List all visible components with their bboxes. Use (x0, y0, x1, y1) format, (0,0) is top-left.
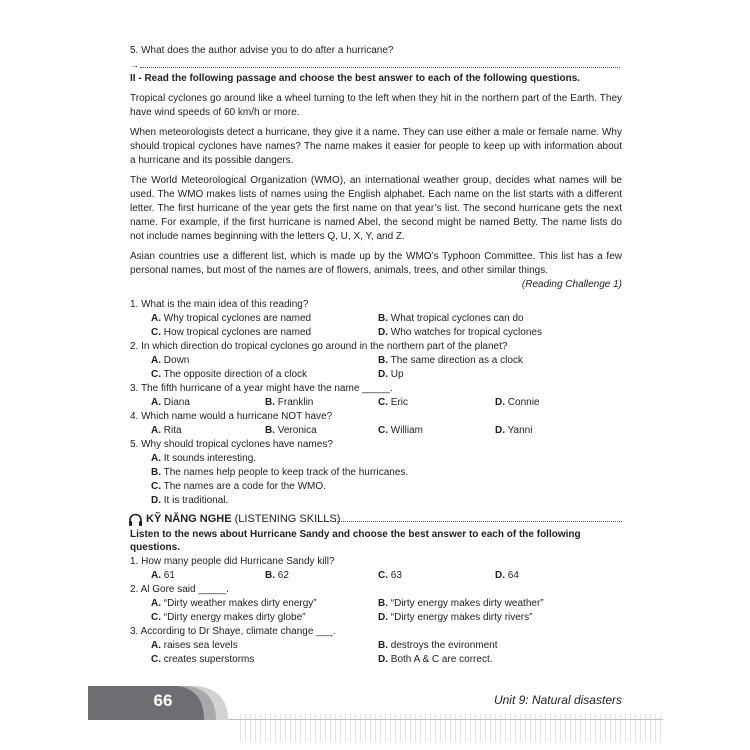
listening-q2-option-b[interactable]: B. “Dirty energy makes dirty weather” (378, 598, 544, 609)
reading-question-3: 3. The fifth hurricane of a year might have the name _____. (130, 383, 393, 394)
reading-q1-option-d[interactable]: D. Who watches for tropical cyclones (378, 327, 542, 338)
reading-q3-option-c[interactable]: C. Eric (378, 397, 409, 408)
passage-paragraph-4: Asian countries use a different list, which is made up by the WMO’s Typhoon Committee. This list has a few personal names, but most of the names are of flowers, animals, trees, and other similar things. (130, 251, 622, 276)
reading-q4-option-b[interactable]: B. Veronica (265, 425, 317, 436)
listening-q1-option-a[interactable]: A. 61 (151, 570, 175, 581)
reading-q3-option-b[interactable]: B. Franklin (265, 397, 314, 408)
reading-q2-option-d[interactable]: D. Up (378, 369, 404, 380)
listening-instruction-line-2: questions. (130, 542, 181, 553)
reading-q1-option-a[interactable]: A. Why tropical cyclones are named (151, 313, 312, 324)
headphones-icon (128, 513, 143, 527)
passage-paragraph-2: When meteorologists detect a hurricane, they give it a name. They can use either a male or female name. Why should tropical cyclones have names? The name makes it easier for people to keep up with information about a hurricane and its possible dangers. (130, 127, 622, 166)
unit-title: Unit 9: Natural disasters (493, 693, 622, 707)
reading-question-2: 2. In which direction do tropical cyclones go around in the northern part of the planet? (130, 341, 508, 352)
reading-q5-option-d[interactable]: D. It is traditional. (151, 495, 229, 506)
listening-question-1: 1. How many people did Hurricane Sandy kill? (130, 556, 335, 567)
listening-q3-option-d[interactable]: D. Both A & C are correct. (378, 654, 493, 665)
reading-q3-option-a[interactable]: A. Diana (151, 397, 190, 408)
listening-q1-option-c[interactable]: C. 63 (378, 570, 402, 581)
listening-q2-option-d[interactable]: D. “Dirty energy makes dirty rivers” (378, 612, 533, 623)
reading-q4-option-c[interactable]: C. William (378, 425, 423, 436)
reading-question-5: 5. Why should tropical cyclones have names? (130, 439, 333, 450)
listening-instruction-line-1: Listen to the news about Hurricane Sandy and choose the best answer to each of the following (130, 529, 581, 540)
listening-q3-option-a[interactable]: A. raises sea levels (151, 640, 238, 651)
listening-q1-option-b[interactable]: B. 62 (265, 570, 289, 581)
reading-q3-option-d[interactable]: D. Connie (495, 397, 540, 408)
previous-question-5: 5. What does the author advise you to do after a hurricane? (130, 45, 394, 56)
listening-question-2: 2. Al Gore said _____. (130, 584, 229, 595)
reading-q4-option-d[interactable]: D. Yanni (495, 425, 533, 436)
listening-section-title: KỸ NĂNG NGHE (LISTENING SKILLS) (146, 513, 341, 525)
listening-question-3: 3. According to Dr Shaye, climate change ___. (130, 626, 336, 637)
reading-q1-option-c[interactable]: C. How tropical cyclones are named (151, 327, 312, 338)
passage-source: (Reading Challenge 1) (521, 279, 622, 290)
listening-q3-option-b[interactable]: B. destroys the evironment (378, 640, 498, 651)
passage-paragraph-1: Tropical cyclones go around like a wheel turning to the left when they hit in the northern part of the Earth. They have wind speeds of 60 km/h or more. (130, 93, 622, 118)
reading-q5-option-a[interactable]: A. It sounds interesting. (151, 453, 257, 464)
reading-question-1: 1. What is the main idea of this reading? (130, 299, 309, 310)
answer-line (140, 67, 620, 68)
listening-q3-option-c[interactable]: C. creates superstorms (151, 654, 255, 665)
listening-q2-option-a[interactable]: A. “Dirty weather makes dirty energy” (151, 598, 317, 609)
passage-paragraph-3: The World Meteorological Organization (WMO), an international weather group, decides what names will be used. The WMO makes lists of names using the English alphabet. Each name on the list starts with a different letter. The first hurricane of the year gets the first name on that year’s list. The second hurricane gets the next name. For example, if the first hurricane is named Abel, the second might be named Betty. The name lists do not include names beginning with the letters Q, U, X, Y, and Z. (130, 175, 622, 242)
reading-q1-option-b[interactable]: B. What tropical cyclones can do (378, 313, 524, 324)
section-title-rule (335, 521, 622, 522)
listening-q1-option-d[interactable]: D. 64 (495, 570, 519, 581)
listening-q2-option-c[interactable]: C. “Dirty energy makes dirty globe” (151, 612, 306, 623)
reading-q2-option-c[interactable]: C. The opposite direction of a clock (151, 369, 308, 380)
reading-q2-option-b[interactable]: B. The same direction as a clock (378, 355, 523, 366)
section-heading: II - Read the following passage and choose the best answer to each of the following questions. (130, 73, 581, 84)
reading-question-4: 4. Which name would a hurricane NOT have? (130, 411, 333, 422)
page-number: 66 (153, 691, 173, 710)
answer-arrow: → (130, 60, 139, 70)
reading-q5-option-b[interactable]: B. The names help people to keep track of the hurricanes. (151, 467, 409, 478)
reading-q5-option-c[interactable]: C. The names are a code for the WMO. (151, 481, 326, 492)
reading-q4-option-a[interactable]: A. Rita (151, 425, 182, 436)
reading-q2-option-a[interactable]: A. Down (151, 355, 190, 366)
